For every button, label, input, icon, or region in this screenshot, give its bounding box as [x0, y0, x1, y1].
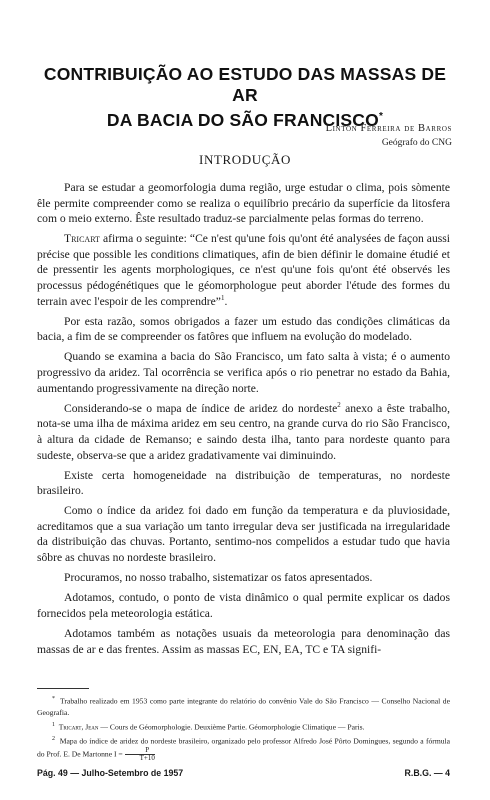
formula-fraction — [125, 747, 155, 762]
paragraph — [37, 401, 450, 463]
paragraph — [37, 231, 450, 309]
paragraph: Para se estudar a geomorfologia duma região, urge estudar o clima, pois sòmente êle permite compreender como se realiza o equilíbrio precário da superfície da litosfera com o meio externo. Êste resultado traduz-se parcialmente pelas formas do terreno. — [37, 181, 450, 226]
paragraph: Procuramos, no nosso trabalho, sistematizar os fatos apresentados. — [64, 571, 373, 585]
article-title — [30, 64, 460, 131]
quote-text: afirma o seguinte: “Ce n'est qu'une fois qu'ont été analysées de façon aussi précise que possible les conditions climatiques, afin de bien définir le domaine étudié et de pressentir les agents morphologiques, ce n'est qu'une fois qu'ont été observés les processus pédogénétiques que le géomorphologue peut aborder l'étude des formes du terrain avec l'espoir de les comprendre” — [37, 232, 450, 308]
footnote — [37, 720, 450, 733]
author-block — [326, 122, 452, 150]
footer-page-info: Pág. 49 — Julho-Setembro de 1957 — [37, 768, 184, 778]
paragraph-end: . — [224, 294, 228, 308]
paragraph: Adotamos, contudo, o ponto de vista dinâmico o qual permite explicar os dados fornecidos pela meteorologia estática. — [37, 591, 450, 620]
footnote — [37, 734, 450, 762]
footnote-mark: 2 — [52, 736, 55, 743]
footnote-text: — Cours de Géomorphologie. Deuxième Partie. Géomorphologie Climatique — Paris. — [98, 722, 365, 732]
footnote-mark: 1 — [52, 721, 55, 728]
footnote-ref: 1 — [220, 293, 225, 302]
paragraph: Existe certa homogeneidade na distribuição de temperaturas, no nordeste brasileiro. — [37, 468, 450, 498]
cited-author: Tricart — [64, 232, 100, 246]
author-role: Geógrafo do CNG — [381, 138, 452, 148]
footer-journal: R.B.G. — 4 — [404, 768, 450, 778]
paragraph-text: anexo a êste trabalho, nota-se uma ilha de máxima aridez em seu centro, na grande curva do rio São Francisco, à altura da cidade de Remanso; e saindo desta ilha, tanto para nordeste quanto para sudeste, observa-se que a aridez gradativamente vai diminuindo. — [37, 401, 450, 462]
title-line-1: CONTRIBUIÇÃO AO ESTUDO DAS MASSAS DE AR — [43, 64, 447, 105]
paragraph: Como o índice da aridez foi dado em função da temperatura e da pluviosidade, acreditamos que a sua variação um tanto irregular deva ser justificada na irregularidade da distribuição das chuvas. Portanto, sentimo-nos compelidos a estudar tudo que havia sôbre as chuvas no nordeste brasileiro. — [37, 504, 450, 565]
paragraph: Quando se examina a bacia do São Francisco, um fato salta à vista; é o aumento progressivo da aridez. Tal ocorrência se verifica após o rio penetrar no estado da Bahia, aumentando progressivamente na direção norte. — [37, 350, 450, 395]
footnote-ref: 2 — [337, 400, 341, 409]
footnotes — [37, 694, 450, 764]
footnote — [37, 694, 450, 718]
footnote-author: Tricart, Jean — [58, 722, 99, 732]
footnote-text: Mapa do índice de aridez do nordeste brasileiro, organizado pelo professor Alfredo José Pôrto Domingues, segundo a fórmula do Prof. E. De Martonne I = — [37, 736, 451, 758]
paragraph: Por esta razão, somos obrigados a fazer um estudo das condições climáticas da bacia, a fim de se compreender os fatôres que influem na evolução do modelado. — [37, 314, 450, 344]
paragraph-text: Considerando-se o mapa de índice de aridez do nordeste — [64, 401, 338, 415]
author-name: Linton Ferreira de Barros — [325, 123, 452, 134]
paragraph: Adotamos também as notações usuais da meteorologia para denominação das massas de ar e das frentes. Assim as massas EC, EN, EA, TC e TA signifi- — [37, 626, 450, 656]
footnote-text: Trabalho realizado em 1953 como parte integrante do relatório do convênio Vale do São Francisco — Conselho Nacional de Geografia. — [37, 696, 450, 717]
fraction-denominator: T+10 — [125, 754, 155, 762]
title-line-2-text: DA BACIA DO SÃO FRANCISCO — [106, 109, 379, 130]
body-text — [37, 180, 450, 662]
fraction-numerator: P — [145, 745, 150, 754]
footnote-divider — [37, 688, 89, 689]
section-heading: INTRODUÇÃO — [199, 152, 291, 167]
title-footnote-mark: * — [378, 111, 384, 122]
footnote-mark: * — [52, 696, 55, 702]
